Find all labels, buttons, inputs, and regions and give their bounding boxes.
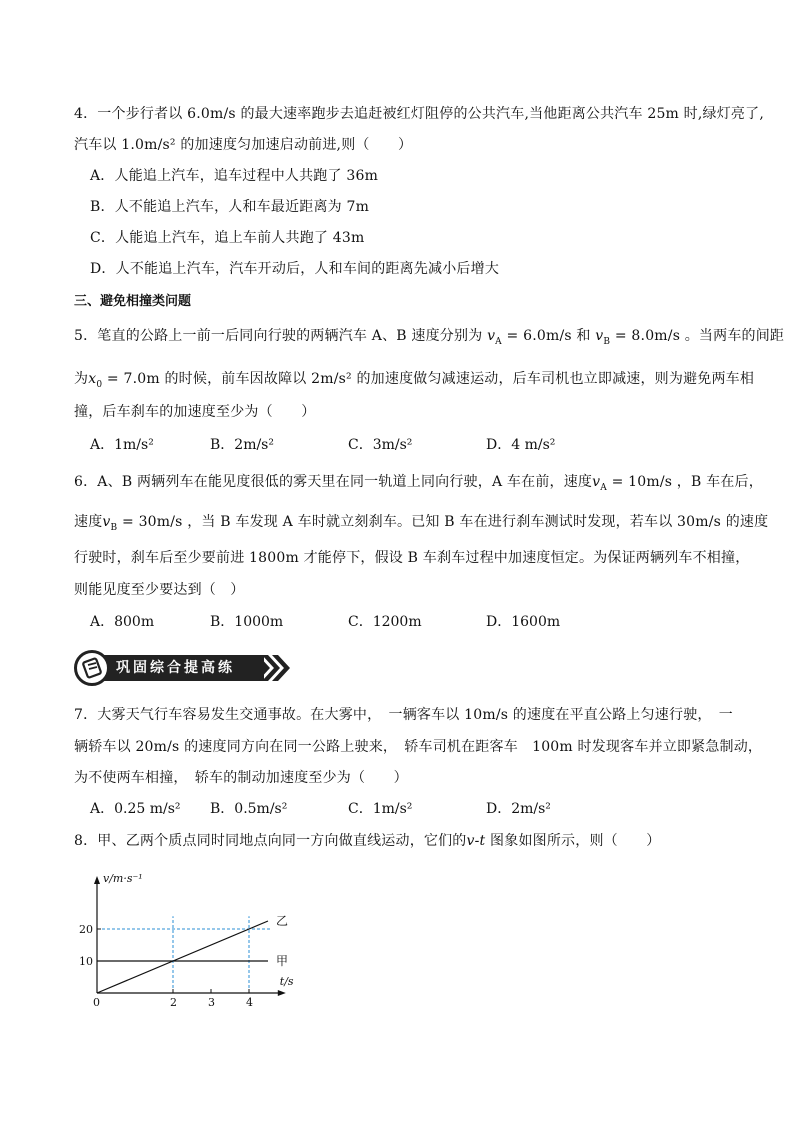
q7-option-d: D．2m/s² xyxy=(486,801,551,817)
x-axis-arrow xyxy=(278,990,286,996)
q7-option-b: B．0.5m/s² xyxy=(210,801,288,817)
q4-option-c: C．人能追上汽车，追上车前人共跑了 43m xyxy=(90,230,365,246)
x-tick-label: 2 xyxy=(170,996,177,1009)
q4-option-a: A．人能追上汽车，追车过程中人共跑了 36m xyxy=(90,168,379,184)
q5-vb-sub: B xyxy=(603,336,611,347)
q6-line1 xyxy=(74,472,763,498)
q6-line4: 则能见度至少要达到（ ） xyxy=(74,582,245,598)
q5-line2 xyxy=(74,369,754,395)
q5-x0-symbol: x xyxy=(88,371,97,387)
q6-option-a: A．800m xyxy=(90,614,155,630)
series-line-2 xyxy=(97,921,268,993)
q5-line1 xyxy=(74,326,784,352)
q5-line1-text: 5．笔直的公路上一前一后同向行驶的两辆汽车 A、B 速度分别为 xyxy=(74,328,483,344)
q6-line3: 行驶时，刹车后至少要前进 1800m 才能停下，假设 B 车刹车过程中加速度恒定。为保证两辆列车不相撞， xyxy=(74,550,750,566)
q5-option-a: A．1m/s² xyxy=(90,437,154,453)
q5-va-value: = 6.0m/s 和 xyxy=(501,328,591,344)
q6-va-value: = 10m/s ，B 车在后， xyxy=(606,474,763,490)
book-icon xyxy=(77,653,107,683)
x-axis-label: t/s xyxy=(279,975,294,988)
q6-va-sub: A xyxy=(600,482,607,493)
q5-x0-sub: 0 xyxy=(96,379,103,390)
q7-option-c: C．1m/s² xyxy=(348,801,413,817)
q5-option-d: D．4 m/s² xyxy=(486,437,556,453)
q6-option-c: C．1200m xyxy=(348,614,422,630)
q7-option-a: A．0.25 m/s² xyxy=(90,801,181,817)
x-tick-label: 4 xyxy=(246,996,253,1009)
x-tick-label: 3 xyxy=(208,996,215,1009)
x-tick-label: 0 xyxy=(93,996,100,1009)
q6-option-d: D．1600m xyxy=(486,614,561,630)
q8-line1 xyxy=(74,831,660,851)
q5-line2-text-b: 的时候，前车因故障以 2m/s² 的加速度做匀减速运动，后车司机也立即减速，则为避免两车相 xyxy=(159,371,755,387)
q5-option-c: C．3m/s² xyxy=(348,437,413,453)
q4-option-b: B．人不能追上汽车，人和车最近距离为 7m xyxy=(90,199,370,215)
banner-stripes-icon xyxy=(250,655,290,681)
q7-line3: 为不使两车相撞， 轿车的制动加速度至少为（ ） xyxy=(74,770,408,786)
banner-title: 巩固综合提高练 xyxy=(116,660,235,676)
q6-vb-sub: B xyxy=(110,522,118,533)
section-banner xyxy=(74,650,284,686)
q5-line2-text-a: 为 xyxy=(74,371,89,387)
q6-va-symbol: v xyxy=(592,474,601,490)
banner-circle xyxy=(74,650,110,686)
q8-line1-text-a: 8．甲、乙两个质点同时同地点向同一方向做直线运动，它们的 xyxy=(74,833,467,849)
section-title: 三、避免相撞类问题 xyxy=(74,294,192,309)
q5-option-b: B．2m/s² xyxy=(210,437,274,453)
q4-line2: 汽车以 1.0m/s² 的加速度匀加速启动前进,则（ ） xyxy=(74,137,413,153)
series-label-1: 甲 xyxy=(276,954,289,968)
series-label-2: 乙 xyxy=(276,914,289,928)
q7-line1: 7．大雾天气行车容易发生交通事故。在大雾中， 一辆客车以 10m/s 的速度在平直公路上匀速行驶， 一 xyxy=(74,707,733,723)
q5-va-symbol: v xyxy=(487,328,496,344)
q6-vb-symbol: v xyxy=(102,514,111,530)
q6-option-b: B．1000m xyxy=(210,614,284,630)
y-tick-label: 10 xyxy=(79,955,93,968)
q6-line1-text: 6．A、B 两辆列车在能见度很低的雾天里在同一轨道上同向行驶，A 车在前，速度 xyxy=(74,474,593,490)
q8-vt-symbol: v-t xyxy=(466,833,486,849)
q6-vb-value: = 30m/s ，当 B 车发现 A 车时就立刻刹车。已知 B 车在进行刹车测试时发现，若车以 30m/s 的速度 xyxy=(117,514,769,530)
q4-option-d: D．人不能追上汽车，汽车开动后，人和车间的距离先减小后增大 xyxy=(90,261,500,277)
q5-x0-value: = 7.0m xyxy=(102,371,160,387)
q8-line1-text-b: 图象如图所示，则（ ） xyxy=(485,833,661,849)
q5-vb-symbol: v xyxy=(595,328,604,344)
q6-line2-text: 速度 xyxy=(74,514,103,530)
q4-line1: 4．一个步行者以 6.0m/s 的最大速率跑步去追赶被红灯阻停的公共汽车,当他距离公共汽车 25m 时,绿灯亮了, xyxy=(74,106,764,122)
q5-va-sub: A xyxy=(495,336,502,347)
vt-graph xyxy=(70,870,300,1010)
q5-line3: 撞，后车刹车的加速度至少为（ ） xyxy=(74,404,316,420)
q5-vb-value: = 8.0m/s 。当两车的间距 xyxy=(610,328,785,344)
y-axis-arrow xyxy=(94,876,100,884)
y-tick-label: 20 xyxy=(79,923,93,936)
y-axis-label: v/m·s⁻¹ xyxy=(103,872,143,885)
q6-line2 xyxy=(74,512,768,538)
q7-line2: 辆轿车以 20m/s 的速度同方向在同一公路上驶来， 轿车司机在距客车 100m 时发现客车并立即紧急制动， xyxy=(74,739,763,755)
